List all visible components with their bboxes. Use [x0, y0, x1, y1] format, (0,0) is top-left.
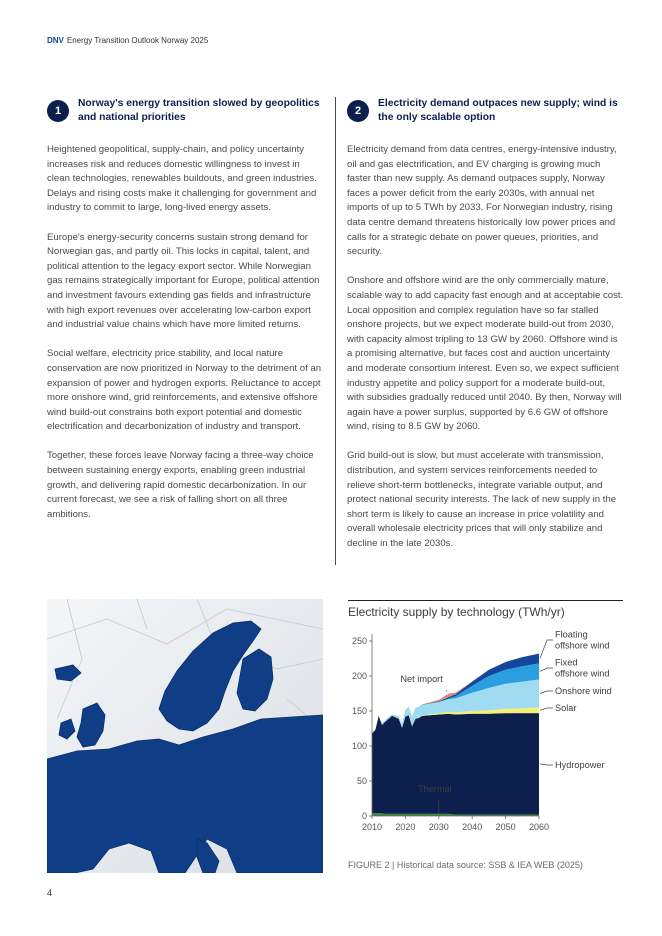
legend-leader-line — [540, 708, 553, 710]
y-tick-label: 0 — [361, 811, 367, 821]
section-1-paragraph: Europe's energy-security concerns sustain strong demand for Norwegian gas, and partly oil. This locks in capital, talent, and political attention to the legacy export sector. While Norwegian gas remains strategically important for Europe, political attention and investment favours extending gas fields and infrastructure with high export revenues over accelerating low-carbon export and industrial value chains which have more limited returns. — [47, 231, 320, 331]
section-2-title: Electricity demand outpaces new supply; wind is the only scalable option — [378, 98, 618, 123]
section-1-paragraph: Heightened geopolitical, supply-chain, and policy uncertainty increases risk and reduces domestic willingness to invest in clean technologies, renewables buildouts, and green industries. Delays and rising costs make it challenging for government and industry to commit to large, long-lived energy assets. — [47, 144, 317, 214]
legend-label: Floating — [555, 629, 588, 640]
net-import-annotation: Net import — [400, 674, 443, 684]
legend-label: Onshore wind — [555, 686, 612, 696]
legend-label: offshore wind — [555, 640, 610, 651]
x-tick-label: 2020 — [395, 822, 416, 832]
y-tick-label: 200 — [351, 671, 367, 681]
section-2-paragraph: Electricity demand from data centres, energy-intensive industry, oil and gas electrification, and EV charging is growing much faster than new supply. As demand outpaces supply, Norway faces a power deficit from the early 2030s, with annual net imports of up to 5 TWh by 2033. For Norwegian industry, rising data centre demand threatens historically low power prices and calls for a strategic debate on power queues, priorities, and security. — [347, 144, 617, 258]
column-divider — [335, 97, 336, 565]
europe-map-image — [47, 599, 323, 873]
section-2-paragraph: Onshore and offshore wind are the only commercially mature, scalable way to add capacity fast enough and at acceptable cost. Local opposition and complex regulation have so far stalled onshore projects, but we expect moderate build-out from 2030, with capacity almost tripling to 13 GW by 2060. Offshore wind is a promising alternative, but faces cost and auction uncertainty and moderate consortium interest. Even so, we expect sufficient industry appetite and policy support for a moderate build-out, with subsidies gradually reduced until 2040. By then, Norway will again have a power surplus, supported by 6.6 GW of offshore wind, rising to 8.5 GW by 2060. — [347, 275, 624, 433]
section-2 — [347, 97, 624, 566]
section-1-paragraph: Social welfare, electricity price stability, and local nature conservation are now prioritized in Norway to the detriment of an expansion of power and hydrogen exports. Reluctance to accept more onshore wind, grid reinforcements, and extensive offshore wind build-out constrains both export potential and domestic electrification and decarbonization of industry and transport. — [47, 348, 322, 433]
europe-map-illustration — [47, 599, 323, 873]
page-number: 4 — [47, 888, 53, 898]
legend-leader-line — [540, 691, 553, 694]
x-tick-label: 2040 — [462, 822, 483, 832]
legend-leader-line — [540, 640, 553, 659]
chart-title: Electricity supply by technology (TWh/yr) — [348, 605, 565, 619]
electricity-supply-chart — [348, 628, 623, 848]
y-tick-label: 50 — [356, 776, 367, 786]
area-hydropower — [372, 713, 539, 815]
section-1 — [47, 97, 324, 537]
legend-label: offshore wind — [555, 668, 610, 679]
x-tick-label: 2010 — [361, 822, 383, 832]
section-1-heading — [47, 97, 324, 125]
x-tick-label: 2060 — [528, 822, 550, 832]
section-2-paragraph: Grid build-out is slow, but must accelerate with transmission, distribution, and system services reinforcements needed to relieve short-term bottlenecks, integrate variable output, and protect national security interests. The lack of new supply in the short term is likely to cause an increase in price volatility and overall wholesale electricity prices that will only stabilize and decline in the late 2030s. — [347, 450, 617, 550]
legend-leader-line — [540, 764, 553, 765]
section-1-paragraph: Together, these forces leave Norway facing a three-way choice between sustaining energy exports, enabling green industrial growth, and delivering rapid domestic decarbonization. In our current forecast, we see a risk of falling short on all three ambitions. — [47, 450, 314, 520]
brand-logo: DNV — [47, 36, 64, 45]
section-2-heading — [347, 97, 624, 125]
section-1-title: Norway's energy transition slowed by geopolitics and national priorities — [78, 98, 320, 123]
legend-label: Hydropower — [555, 760, 605, 770]
chart-top-rule — [348, 600, 623, 601]
section-2-number-badge: 2 — [347, 100, 369, 122]
figure-caption: FIGURE 2 | Historical data source: SSB & IEA WEB (2025) — [348, 860, 583, 870]
y-tick-label: 250 — [351, 636, 367, 646]
legend-label: Fixed — [555, 657, 578, 668]
y-tick-label: 100 — [351, 741, 367, 751]
page-header — [47, 36, 208, 45]
x-tick-label: 2050 — [495, 822, 516, 832]
section-1-number-badge: 1 — [47, 100, 69, 122]
y-tick-label: 150 — [351, 706, 367, 716]
x-tick-label: 2030 — [428, 822, 449, 832]
legend-leader-line — [540, 668, 553, 671]
thermal-annotation: Thermal — [417, 784, 452, 794]
report-title: Energy Transition Outlook Norway 2025 — [66, 36, 209, 45]
legend-label: Solar — [555, 703, 577, 713]
